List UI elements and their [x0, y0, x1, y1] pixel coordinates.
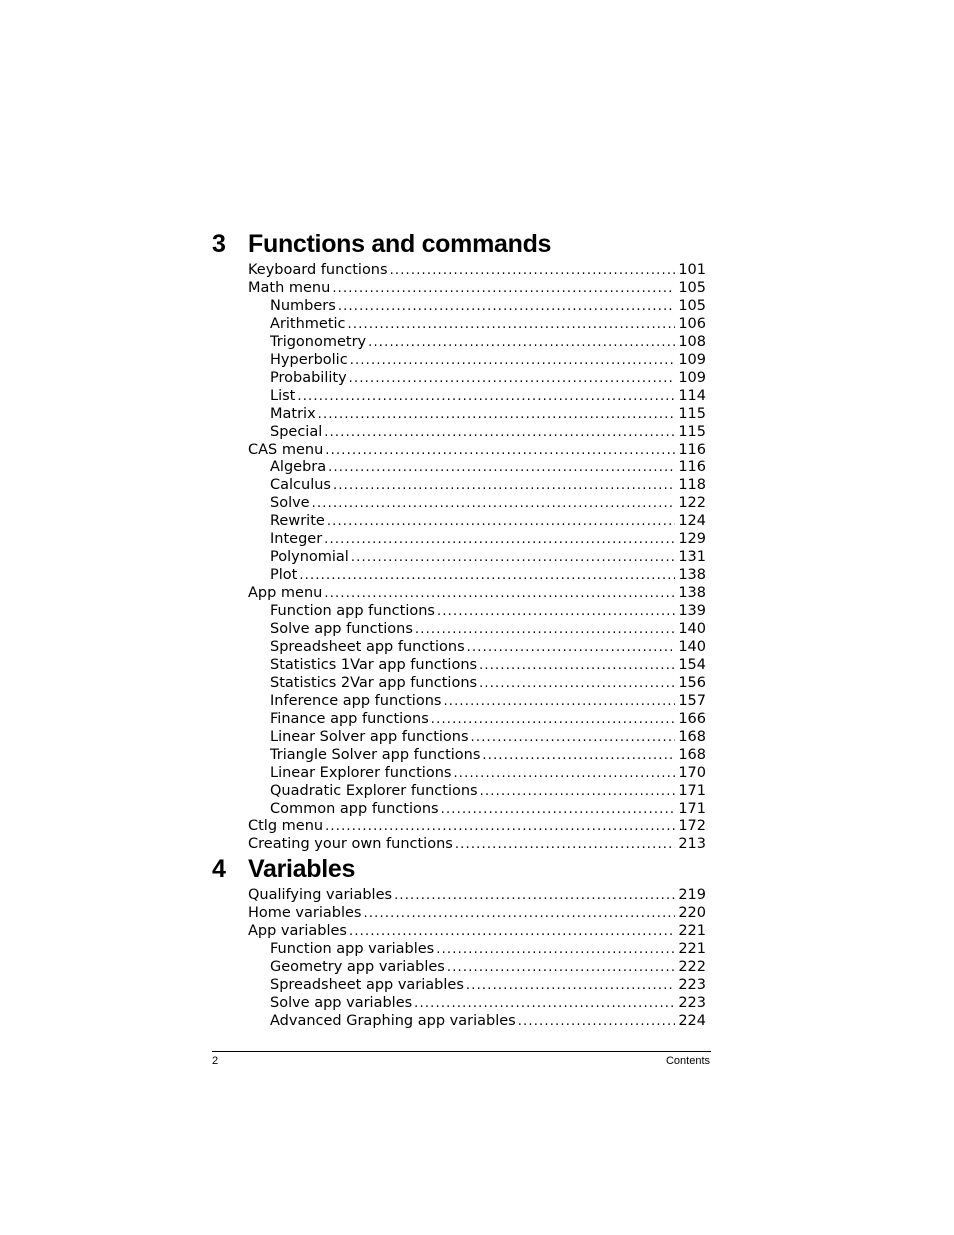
toc-entry[interactable]: [248, 584, 706, 602]
toc-entry-page-number: 105: [678, 297, 706, 314]
dot-leader: [324, 531, 675, 549]
toc-entry[interactable]: [270, 764, 706, 782]
toc-entry[interactable]: [270, 940, 706, 958]
dot-leader: [351, 549, 675, 567]
toc-entry[interactable]: [248, 886, 706, 904]
dot-leader: [414, 995, 675, 1013]
toc-entry[interactable]: [270, 994, 706, 1012]
chapter-title: Functions and commands: [248, 230, 552, 258]
toc-entry-label: Integer: [270, 531, 323, 548]
toc-entry[interactable]: [270, 387, 706, 405]
dot-leader: [333, 477, 675, 495]
toc-entry[interactable]: [270, 548, 706, 566]
dot-leader: [455, 836, 675, 854]
toc-entry-label: Calculus: [270, 477, 331, 494]
dot-leader: [325, 818, 675, 836]
toc-entry-page-number: 221: [678, 940, 706, 957]
toc-entry-page-number: 224: [678, 1012, 706, 1029]
toc-entry[interactable]: [248, 922, 706, 940]
dot-leader: [350, 352, 676, 370]
toc-entry-label: Qualifying variables: [248, 887, 393, 903]
dot-leader: [327, 513, 676, 531]
toc-entry-label: Statistics 1Var app functions: [270, 656, 478, 673]
dot-leader: [437, 603, 675, 621]
toc-entry-page-number: 115: [678, 423, 706, 440]
toc-entry[interactable]: [248, 261, 706, 279]
dot-leader: [332, 280, 675, 298]
toc-entry-page-number: 101: [678, 262, 706, 278]
toc-entry-label: Quadratic Explorer functions: [270, 782, 478, 799]
toc-entry-label: Function app functions: [270, 603, 435, 620]
dot-leader: [299, 567, 675, 585]
toc-entry-label: Creating your own functions: [248, 836, 453, 853]
toc-entry-label: Ctlg menu: [248, 818, 324, 835]
toc-entry-label: Solve app variables: [270, 994, 413, 1011]
dot-leader: [479, 675, 675, 693]
toc-entry-page-number: 172: [678, 818, 706, 835]
toc-entry-page-number: 170: [678, 764, 706, 781]
toc-entry-label: Probability: [270, 369, 347, 386]
toc-entry[interactable]: [270, 333, 706, 351]
toc-entry-label: Linear Solver app functions: [270, 728, 469, 745]
toc-entry[interactable]: [248, 904, 706, 922]
toc-entry[interactable]: [270, 958, 706, 976]
dot-leader: [338, 298, 676, 316]
toc-entry-page-number: 122: [678, 495, 706, 512]
toc-entry-page-number: 223: [678, 994, 706, 1011]
dot-leader: [312, 495, 676, 513]
toc-entry[interactable]: [270, 602, 706, 620]
dot-leader: [390, 262, 676, 280]
toc-entry-page-number: 219: [678, 887, 706, 903]
dot-leader: [482, 747, 675, 765]
dot-leader: [349, 923, 675, 941]
dot-leader: [447, 959, 675, 977]
toc-entry-label: App variables: [248, 922, 347, 939]
dot-leader: [349, 370, 676, 388]
toc-entry-page-number: 116: [678, 441, 706, 458]
toc-entry[interactable]: [270, 351, 706, 369]
toc-entry[interactable]: [248, 835, 706, 853]
toc-entry-label: Finance app functions: [270, 710, 429, 727]
chapter-number: 3: [212, 230, 226, 258]
toc-entry-page-number: 116: [678, 459, 706, 476]
dot-leader: [471, 729, 676, 747]
toc-entry[interactable]: [270, 728, 706, 746]
toc-entry-label: Hyperbolic: [270, 351, 348, 368]
toc-entry-label: Math menu: [248, 279, 331, 296]
toc-entry[interactable]: [270, 494, 706, 512]
toc-entry-page-number: 109: [678, 351, 706, 368]
dot-leader: [479, 657, 675, 675]
toc-entry[interactable]: [270, 782, 706, 800]
toc-entry-label: Geometry app variables: [270, 958, 445, 975]
toc-entry-label: Polynomial: [270, 549, 349, 566]
toc-entry-label: Inference app functions: [270, 692, 442, 709]
dot-leader: [328, 459, 675, 477]
toc-entry-page-number: 138: [678, 585, 706, 602]
toc-entry[interactable]: [270, 423, 706, 441]
toc-entry[interactable]: [270, 566, 706, 584]
toc-entry[interactable]: [270, 530, 706, 548]
chapter-number: 4: [212, 855, 226, 883]
toc-entry[interactable]: [248, 817, 706, 835]
toc-entry[interactable]: [248, 441, 706, 459]
toc-entry-page-number: 139: [678, 603, 706, 620]
toc-entry-page-number: 222: [678, 958, 706, 975]
toc-entry-page-number: 221: [678, 922, 706, 939]
dot-leader: [466, 977, 675, 995]
chapter-title: Variables: [248, 855, 356, 883]
toc-entry-page-number: 124: [678, 513, 706, 530]
footer-page-number: 2: [212, 1055, 219, 1067]
dot-leader: [453, 765, 675, 783]
toc-entry-label: Function app variables: [270, 940, 435, 957]
toc-entry-label: Home variables: [248, 904, 362, 921]
toc-entry-label: Matrix: [270, 405, 316, 422]
dot-leader: [318, 406, 676, 424]
toc-entry[interactable]: [270, 1012, 706, 1030]
toc-entry-page-number: 140: [678, 638, 706, 655]
dot-leader: [325, 442, 675, 460]
toc-entry-page-number: 168: [678, 728, 706, 745]
toc-entry[interactable]: [270, 405, 706, 423]
toc-entry-label: Spreadsheet app variables: [270, 976, 464, 993]
toc-entry-page-number: 220: [678, 904, 706, 921]
dot-leader: [348, 316, 676, 334]
toc-entry-page-number: 108: [678, 333, 706, 350]
toc-entry-page-number: 140: [678, 621, 706, 637]
dot-leader: [368, 334, 675, 352]
toc-entry-label: Spreadsheet app functions: [270, 638, 465, 655]
dot-leader: [467, 639, 676, 657]
toc-entry[interactable]: [270, 674, 706, 692]
toc-entry-page-number: 154: [678, 656, 706, 673]
toc-entry[interactable]: [270, 638, 706, 656]
toc-entry-page-number: 157: [678, 692, 706, 709]
toc-entry-page-number: 213: [678, 836, 706, 853]
toc-entry-label: Solve: [270, 495, 310, 512]
toc-entry-label: Arithmetic: [270, 315, 346, 332]
toc-entry[interactable]: [270, 710, 706, 728]
toc-entry-page-number: 114: [678, 387, 706, 404]
toc-entry[interactable]: [270, 800, 706, 818]
dot-leader: [415, 621, 675, 639]
chapter-heading: [212, 854, 355, 884]
toc-entry-label: Linear Explorer functions: [270, 764, 452, 781]
toc-entry-label: List: [270, 387, 296, 404]
toc-entry[interactable]: [270, 976, 706, 994]
toc-entry-page-number: 129: [678, 531, 706, 548]
dot-leader: [394, 887, 675, 905]
toc-entry-page-number: 118: [678, 477, 706, 494]
toc-entry[interactable]: [248, 279, 706, 297]
toc-entry-label: Common app functions: [270, 800, 439, 817]
dot-leader: [441, 801, 676, 819]
dot-leader: [363, 905, 675, 923]
toc-entry-label: Algebra: [270, 459, 327, 476]
toc-entry-label: Keyboard functions: [248, 262, 388, 278]
toc-entry-label: Triangle Solver app functions: [270, 746, 481, 763]
toc-entry-label: CAS menu: [248, 441, 324, 458]
toc-entry[interactable]: [270, 458, 706, 476]
chapter-heading: [212, 229, 551, 259]
toc-entry[interactable]: [270, 315, 706, 333]
dot-leader: [443, 693, 675, 711]
toc-entry-page-number: 109: [678, 369, 706, 386]
toc-entry-page-number: 156: [678, 674, 706, 691]
footer-rule: [212, 1051, 711, 1052]
toc-entry-page-number: 223: [678, 976, 706, 993]
toc-entry-page-number: 105: [678, 279, 706, 296]
toc-entry[interactable]: [270, 656, 706, 674]
dot-leader: [436, 941, 675, 959]
toc-entry-label: Rewrite: [270, 513, 325, 530]
toc-entry-label: Trigonometry: [270, 333, 367, 350]
toc-entry-page-number: 171: [678, 782, 706, 799]
dot-leader: [324, 585, 675, 603]
dot-leader: [480, 783, 676, 801]
toc-entry-label: Special: [270, 423, 323, 440]
toc-entry[interactable]: [270, 620, 706, 638]
toc-entry-label: Plot: [270, 567, 298, 584]
dot-leader: [324, 424, 675, 442]
dot-leader: [297, 388, 675, 406]
toc-entry-page-number: 168: [678, 746, 706, 763]
toc-entry-page-number: 166: [678, 710, 706, 727]
toc-entry-label: Solve app functions: [270, 621, 413, 637]
footer-section-label: Contents: [665, 1055, 710, 1067]
toc-entry-label: Advanced Graphing app variables: [270, 1012, 516, 1029]
toc-entry[interactable]: [270, 369, 706, 387]
toc-entry[interactable]: [270, 746, 706, 764]
toc-entry-page-number: 171: [678, 800, 706, 817]
toc-entry-page-number: 138: [678, 567, 706, 584]
toc-entry-label: Numbers: [270, 297, 336, 314]
toc-entry-label: App menu: [248, 585, 323, 602]
dot-leader: [518, 1013, 676, 1031]
toc-entry-page-number: 106: [678, 315, 706, 332]
toc-entry[interactable]: [270, 476, 706, 494]
toc-entry-page-number: 115: [678, 405, 706, 422]
dot-leader: [431, 711, 676, 729]
toc-entry[interactable]: [270, 512, 706, 530]
toc-entry[interactable]: [270, 692, 706, 710]
toc-entry-page-number: 131: [678, 549, 706, 566]
toc-entry[interactable]: [270, 297, 706, 315]
toc-entry-label: Statistics 2Var app functions: [270, 674, 478, 691]
